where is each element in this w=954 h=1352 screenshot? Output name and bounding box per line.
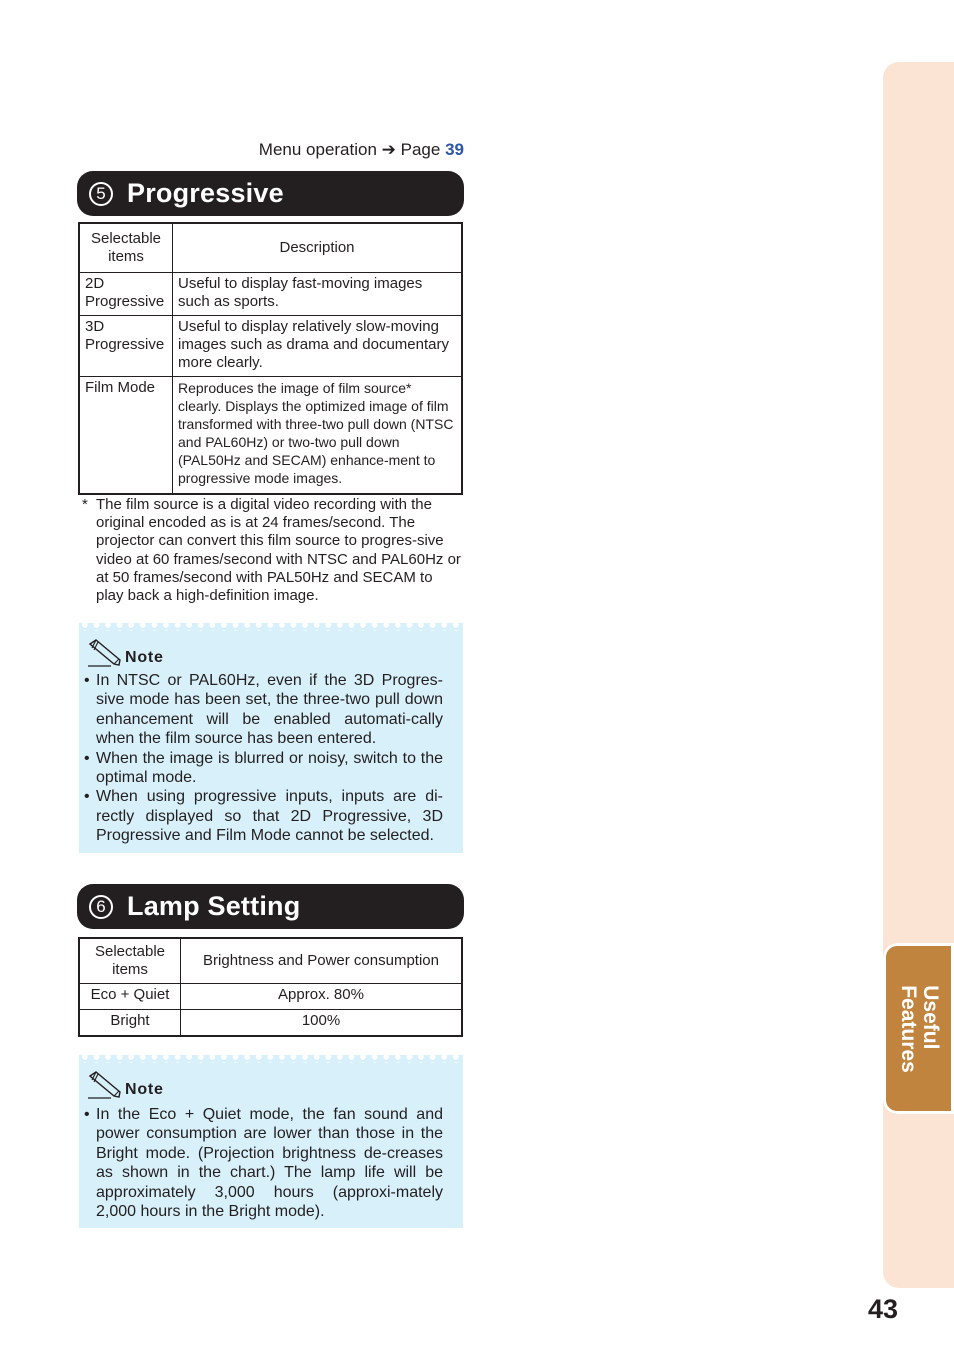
table-cell-desc: Useful to display relatively slow-moving images such as drama and documentary more clearly. — [173, 316, 463, 377]
menu-operation-text: Menu operation — [258, 140, 377, 159]
section-title: Progressive — [127, 178, 284, 208]
table-cell-item: Eco + Quiet — [79, 984, 181, 1010]
table-cell-item: Bright — [79, 1010, 181, 1037]
table-header-row — [79, 938, 462, 984]
note-box-progressive — [79, 623, 463, 853]
table-cell-value: 100% — [181, 1010, 463, 1037]
table-cell-item: Film Mode — [79, 377, 173, 495]
footnote-text: The film source is a digital video recording with the original encoded as is at 24 frames/second. The projector can convert this film source to progres-sive video at 60 frames/second with NTSC and PAL60Hz or at 50 frames/second with PAL50Hz and SECAM to play back a high-definition image. — [96, 496, 461, 605]
table-row — [79, 377, 462, 495]
note-item: • In the Eco + Quiet mode, the fan sound and power consumption are lower than those in the Bright mode. (Projection brightness de-creases as shown in the chart.) The lamp life will be approximately 3,000 hours (approxi-mately 2,000 hours in the Bright mode). — [84, 1105, 443, 1221]
note-list — [84, 671, 443, 846]
menu-operation-reference — [246, 140, 464, 160]
note-item: • When the image is blurred or noisy, switch to the optimal mode. — [84, 749, 443, 788]
table-header-cell: Brightness and Power consumption — [181, 938, 463, 984]
table-cell-value: Approx. 80% — [181, 984, 463, 1010]
section-number: 6 — [89, 895, 113, 919]
table-cell-item: 3D Progressive — [79, 316, 173, 377]
note-item: • In NTSC or PAL60Hz, even if the 3D Progres-sive mode has been set, the three-two pull down enhancement will be enabled automati-cally when the film source has been entered. — [84, 671, 443, 749]
table-header-cell: Selectable items — [79, 938, 181, 984]
pencil-icon — [87, 639, 123, 667]
progressive-table — [78, 222, 463, 495]
table-header-cell: Description — [173, 223, 463, 273]
section-header-lamp-setting — [77, 884, 464, 929]
film-source-footnote — [82, 496, 462, 605]
arrow-icon: ➔ — [381, 140, 396, 159]
table-header-row — [79, 223, 462, 273]
table-cell-desc: Useful to display fast-moving images such as sports. — [173, 273, 463, 316]
table-header-cell: Selectable items — [79, 223, 173, 273]
table-row — [79, 273, 462, 316]
note-heading — [87, 1069, 443, 1099]
note-list — [84, 1105, 443, 1221]
footnote-mark: * — [82, 496, 88, 513]
table-cell-desc: Reproduces the image of film source* clearly. Displays the optimized image of film transformed with three-two pull down (NTSC and PAL60Hz) or two-two pull down (PAL50Hz and SECAM) enhance-ment to progressive mode images. — [173, 377, 463, 495]
note-label: Note — [125, 1081, 164, 1098]
note-item: • When using progressive inputs, inputs are di-rectly displayed so that 2D Progressive, 3D Progressive and Film Mode cannot be selected. — [84, 787, 443, 845]
lamp-setting-table — [78, 937, 463, 1037]
table-row — [79, 1010, 462, 1037]
side-tab-label: Useful Features — [896, 984, 942, 1073]
table-row — [79, 984, 462, 1010]
page-reference-link[interactable]: 39 — [445, 140, 464, 159]
note-label: Note — [125, 649, 164, 666]
page-word: Page — [400, 140, 441, 159]
side-tab-useful-features[interactable] — [883, 943, 954, 1114]
section-header-progressive — [77, 171, 464, 216]
pencil-icon — [87, 1071, 123, 1099]
note-heading — [87, 637, 443, 667]
note-box-lamp-setting — [79, 1055, 463, 1228]
section-number: 5 — [89, 182, 113, 206]
page-number: 43 — [868, 1294, 899, 1324]
table-cell-item: 2D Progressive — [79, 273, 173, 316]
table-row — [79, 316, 462, 377]
section-title: Lamp Setting — [127, 891, 301, 921]
